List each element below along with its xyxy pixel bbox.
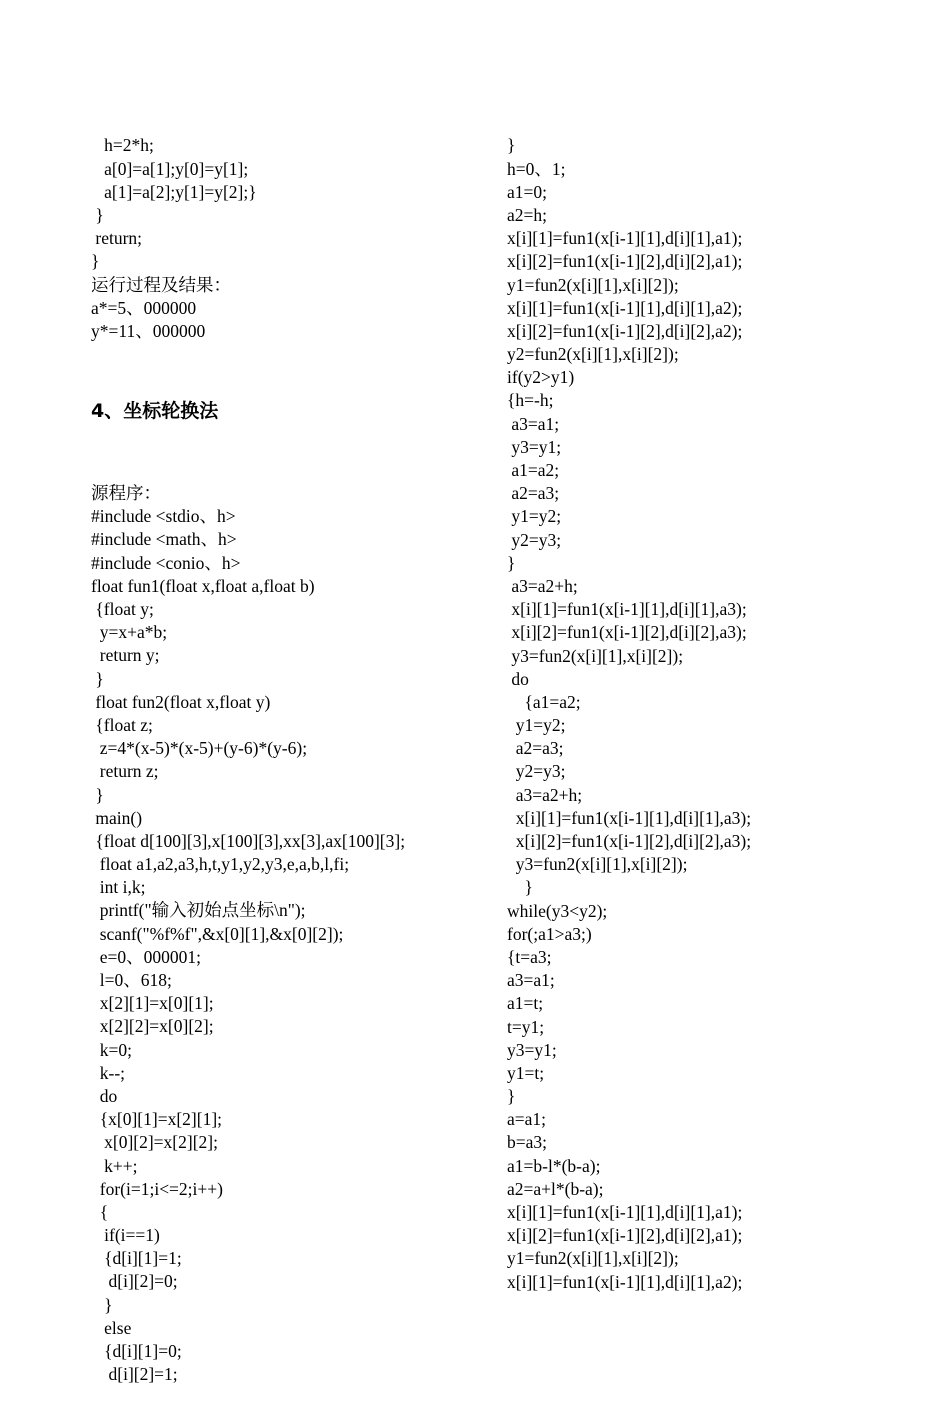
code-line: y3=fun2(x[i][1],x[i][2]); — [507, 854, 688, 875]
code-line: #include <stdio、h> — [91, 506, 236, 527]
code-line: b=a3; — [507, 1132, 547, 1153]
code-line: {d[i][1]=1; — [91, 1248, 182, 1269]
code-line: } — [91, 668, 104, 689]
code-line: return y; — [91, 645, 160, 666]
code-line: y2=y3; — [507, 529, 562, 550]
code-line: a2=a+l*(b-a); — [507, 1178, 604, 1199]
code-line: k=0; — [91, 1039, 132, 1060]
code-line: for(i=1;i<=2;i++) — [91, 1178, 223, 1199]
code-line: x[i][2]=fun1(x[i-1][2],d[i][2],a3); — [507, 622, 747, 643]
code-line: scanf("%f%f",&x[0][1],&x[0][2]); — [91, 923, 344, 944]
code-line: y=x+a*b; — [91, 622, 168, 643]
code-line: {x[0][1]=x[2][1]; — [91, 1109, 223, 1130]
left-column — [91, 88, 405, 1410]
code-line: x[i][1]=fun1(x[i-1][1],d[i][1],a2); — [507, 297, 743, 318]
code-line: } — [507, 1086, 516, 1107]
code-line: x[i][2]=fun1(x[i-1][2],d[i][2],a1); — [507, 251, 743, 272]
code-line: y2=y3; — [507, 761, 566, 782]
code-line: y1=y2; — [507, 506, 562, 527]
code-line: a3=a1; — [507, 413, 560, 434]
code-line: {d[i][1]=0; — [91, 1341, 182, 1362]
code-line: x[i][2]=fun1(x[i-1][2],d[i][2],a3); — [507, 831, 752, 852]
code-line: y*=11、000000 — [91, 320, 206, 341]
code-line: k--; — [91, 1062, 126, 1083]
code-block-left-upper — [91, 134, 405, 343]
code-line: } — [91, 251, 100, 272]
code-line: x[i][1]=fun1(x[i-1][1],d[i][1],a2); — [507, 1271, 743, 1292]
code-line: else — [91, 1317, 132, 1338]
code-line: d[i][2]=1; — [91, 1364, 178, 1385]
code-line: a2=h; — [507, 204, 547, 225]
code-line: x[i][2]=fun1(x[i-1][2],d[i][2],a1); — [507, 1225, 743, 1246]
code-line: if(i==1) — [91, 1225, 160, 1246]
code-line: x[i][1]=fun1(x[i-1][1],d[i][1],a1); — [507, 228, 743, 249]
code-line: {t=a3; — [507, 946, 552, 967]
code-line: } — [91, 784, 104, 805]
code-line: a=a1; — [507, 1109, 547, 1130]
code-line: a1=b-l*(b-a); — [507, 1155, 601, 1176]
code-line: y1=t; — [507, 1062, 545, 1083]
code-line: a3=a2+h; — [507, 575, 578, 596]
code-line: a2=a3; — [507, 483, 560, 504]
code-line: main() — [91, 807, 143, 828]
code-line: x[i][1]=fun1(x[i-1][1],d[i][1],a3); — [507, 599, 747, 620]
code-line: float fun1(float x,float a,float b) — [91, 575, 315, 596]
code-line: l=0、618; — [91, 970, 172, 991]
code-line: float fun2(float x,float y) — [91, 691, 271, 712]
code-line: h=0、1; — [507, 158, 566, 179]
code-line: x[2][1]=x[0][1]; — [91, 993, 214, 1014]
code-line: a1=a2; — [507, 460, 560, 481]
code-line: {a1=a2; — [507, 691, 581, 712]
code-line: d[i][2]=0; — [91, 1271, 178, 1292]
code-line: } — [91, 1294, 113, 1315]
code-line: y3=y1; — [507, 1039, 557, 1060]
code-line: y1=fun2(x[i][1],x[i][2]); — [507, 274, 679, 295]
code-line: y3=y1; — [507, 436, 562, 457]
code-line: a2=a3; — [507, 738, 564, 759]
code-line: x[i][1]=fun1(x[i-1][1],d[i][1],a3); — [507, 807, 752, 828]
code-line: {float z; — [91, 714, 153, 735]
code-line: x[2][2]=x[0][2]; — [91, 1016, 214, 1037]
code-line: float a1,a2,a3,h,t,y1,y2,y3,e,a,b,l,fi; — [91, 854, 350, 875]
code-line: a*=5、000000 — [91, 297, 197, 318]
code-line: e=0、000001; — [91, 946, 201, 967]
code-line: printf("输入初始点坐标\n"); — [91, 900, 306, 921]
code-line: while(y3<y2); — [507, 900, 608, 921]
code-line: do — [507, 668, 529, 689]
code-line: return z; — [91, 761, 159, 782]
code-line: y1=fun2(x[i][1],x[i][2]); — [507, 1248, 679, 1269]
code-line: x[0][2]=x[2][2]; — [91, 1132, 218, 1153]
code-line: } — [91, 204, 104, 225]
section-heading: 4、坐标轮换法 — [91, 399, 219, 422]
code-line: a1=0; — [507, 181, 547, 202]
code-line: int i,k; — [91, 877, 146, 898]
code-line: z=4*(x-5)*(x-5)+(y-6)*(y-6); — [91, 738, 308, 759]
code-line: k++; — [91, 1155, 138, 1176]
code-line: x[i][1]=fun1(x[i-1][1],d[i][1],a1); — [507, 1202, 743, 1223]
code-line: #include <math、h> — [91, 529, 237, 550]
code-line: a1=t; — [507, 993, 544, 1014]
code-line: } — [507, 135, 516, 156]
code-line: h=2*h; — [91, 135, 154, 156]
code-line: for(;a1>a3;) — [507, 923, 592, 944]
code-line: a3=a1; — [507, 970, 555, 991]
code-block-right — [507, 134, 751, 1293]
code-line: a3=a2+h; — [507, 784, 583, 805]
code-line: } — [507, 552, 516, 573]
code-line: #include <conio、h> — [91, 552, 241, 573]
code-line: {float y; — [91, 599, 154, 620]
code-line: a[0]=a[1];y[0]=y[1]; — [91, 158, 249, 179]
code-line: x[i][2]=fun1(x[i-1][2],d[i][2],a2); — [507, 320, 743, 341]
code-line: } — [507, 877, 533, 898]
code-line: 源程序： — [91, 483, 161, 504]
code-block-left-lower — [91, 482, 405, 1386]
code-line: t=y1; — [507, 1016, 545, 1037]
code-line: do — [91, 1085, 118, 1106]
code-line: {h=-h; — [507, 390, 554, 411]
code-line: 运行过程及结果： — [91, 274, 231, 295]
right-column — [507, 88, 751, 1317]
code-line: if(y2>y1) — [507, 367, 575, 388]
code-line: y2=fun2(x[i][1],x[i][2]); — [507, 344, 679, 365]
code-line: y3=fun2(x[i][1],x[i][2]); — [507, 645, 684, 666]
code-line: a[1]=a[2];y[1]=y[2];} — [91, 181, 257, 202]
code-line: {float d[100][3],x[100][3],xx[3],ax[100][3]; — [91, 830, 406, 851]
code-line: { — [91, 1201, 109, 1222]
code-line: return; — [91, 228, 143, 249]
code-line: y1=y2; — [507, 715, 566, 736]
